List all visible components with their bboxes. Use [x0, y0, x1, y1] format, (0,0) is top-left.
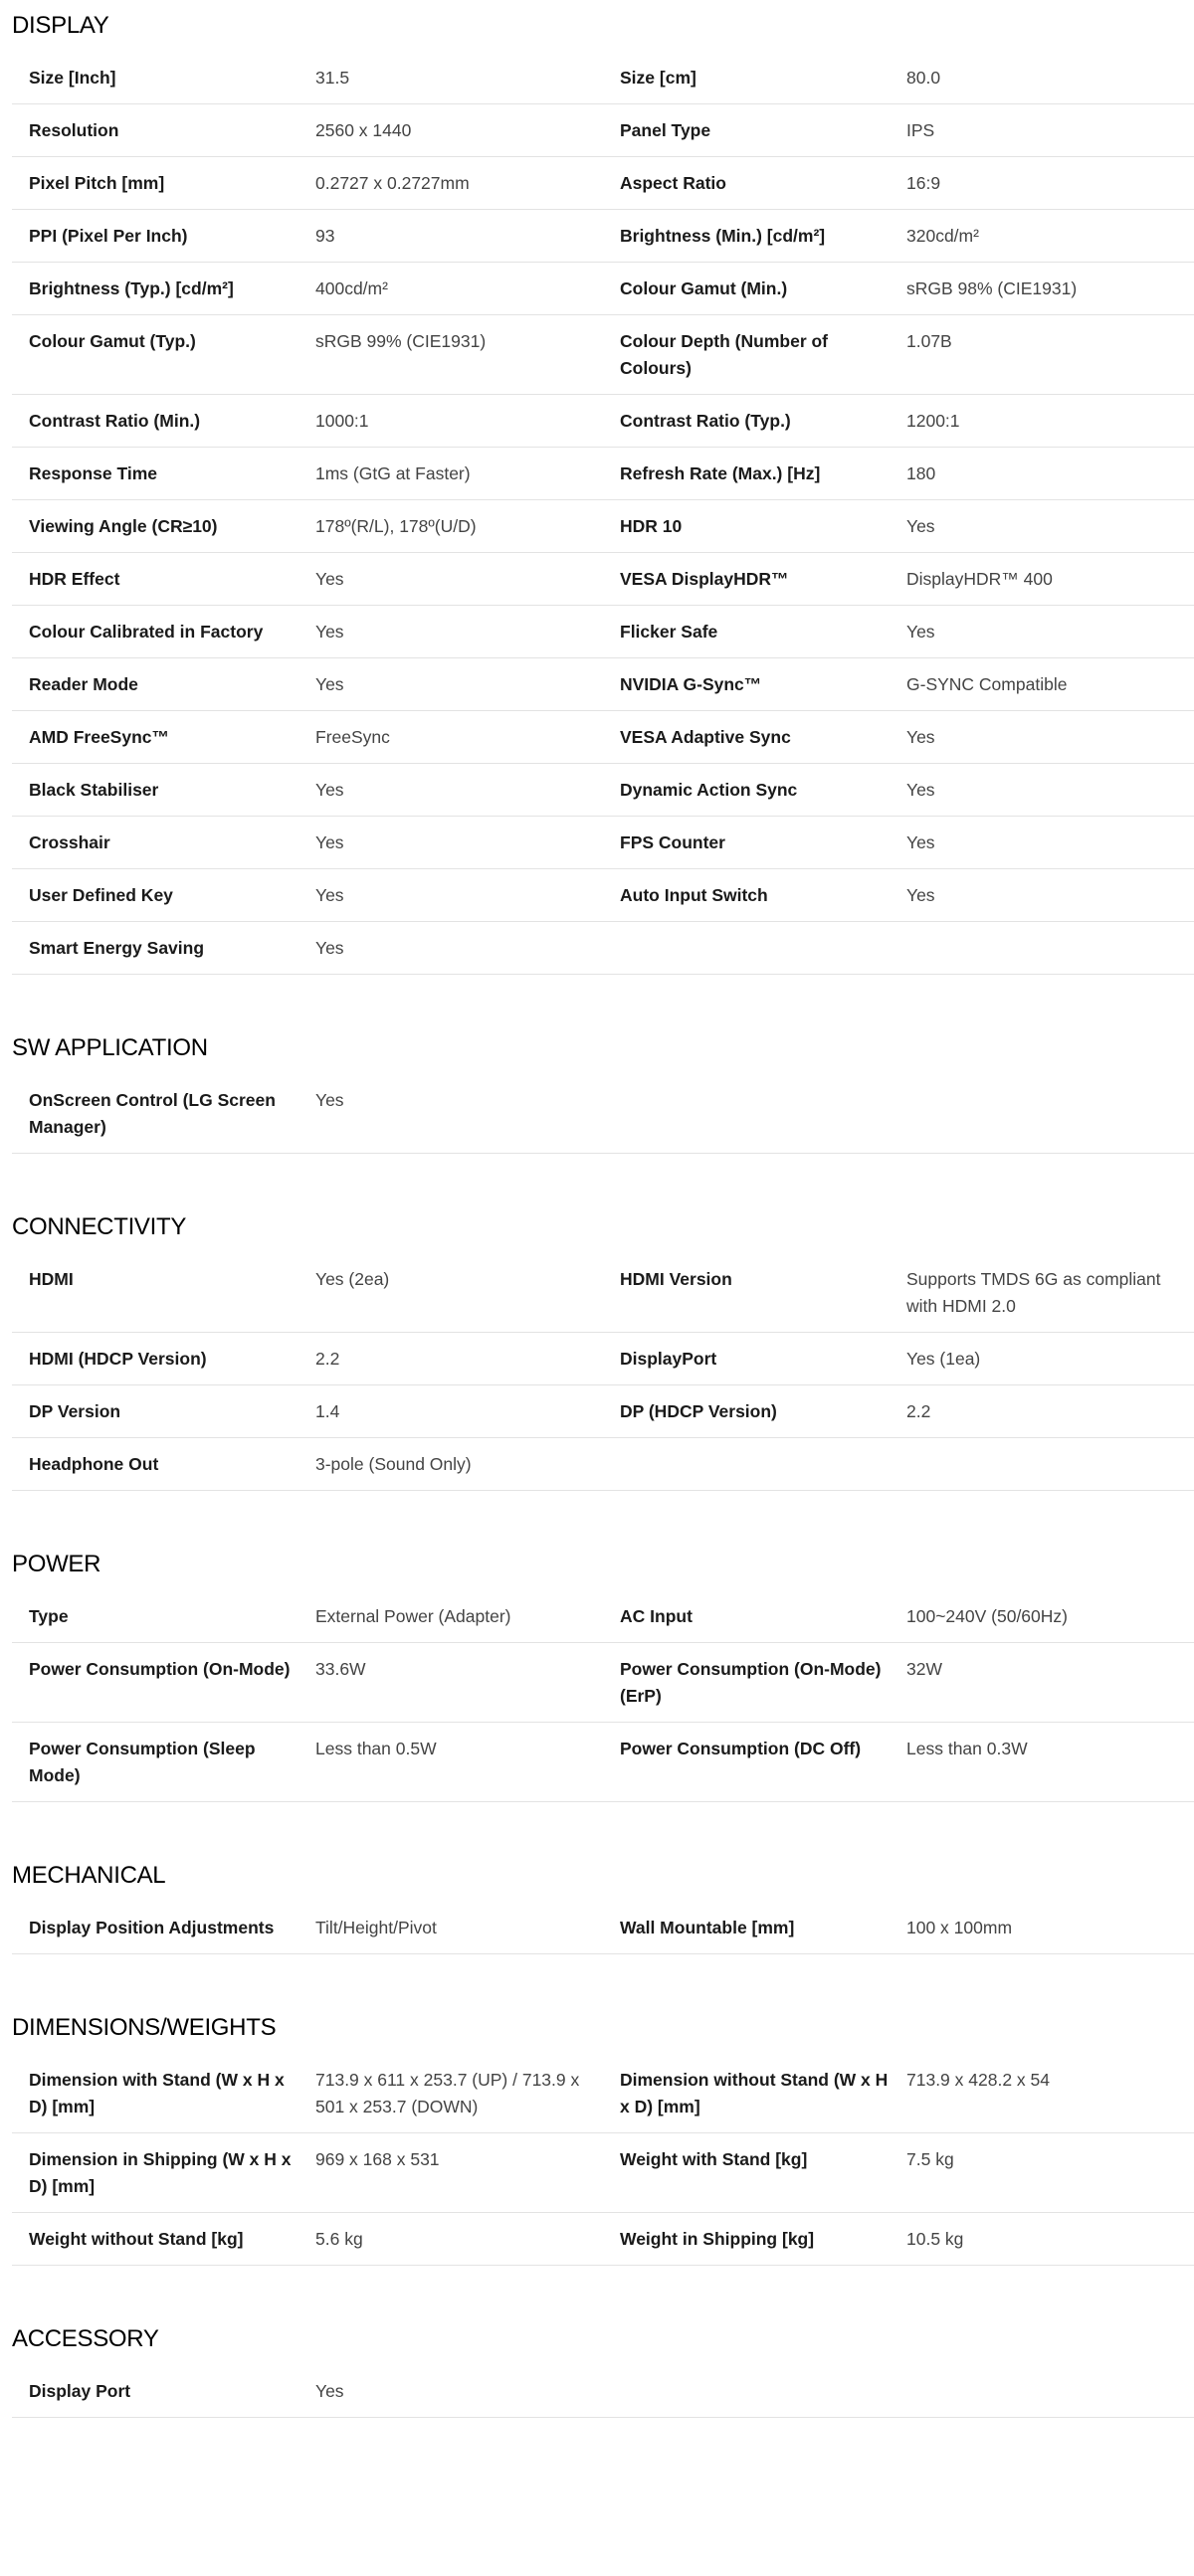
spec-label: OnScreen Control (LG Screen Manager)	[29, 1090, 276, 1137]
spec-value: Less than 0.3W	[906, 1739, 1028, 1758]
spec-table	[12, 1590, 1194, 1802]
section-mechanical	[12, 1850, 1194, 2002]
spec-value: 2.2	[315, 1349, 340, 1369]
spec-row	[12, 263, 1194, 315]
spec-row	[12, 104, 1194, 157]
spec-label: Weight in Shipping [kg]	[620, 2229, 815, 2249]
spec-row	[12, 2365, 1194, 2418]
spec-label: Auto Input Switch	[620, 885, 768, 905]
section-title: CONNECTIVITY	[12, 1213, 187, 1240]
spec-row	[12, 448, 1194, 500]
spec-label: Dimension without Stand (W x H x D) [mm]	[620, 2070, 889, 2116]
section-spacer	[12, 2266, 1194, 2313]
section-dimensions-weights	[12, 2002, 1194, 2313]
spec-value: 33.6W	[315, 1659, 366, 1679]
spec-label: Display Port	[29, 2381, 131, 2401]
spec-value: 1ms (GtG at Faster)	[315, 463, 471, 483]
spec-row	[12, 764, 1194, 817]
spec-label: Wall Mountable [mm]	[620, 1918, 795, 1937]
section-title: DISPLAY	[12, 12, 109, 39]
spec-row	[12, 606, 1194, 658]
spec-row	[12, 395, 1194, 448]
spec-label: Dimension in Shipping (W x H x D) [mm]	[29, 2149, 292, 2196]
spec-value: 1000:1	[315, 411, 369, 431]
spec-label: Dimension with Stand (W x H x D) [mm]	[29, 2070, 285, 2116]
spec-label: Flicker Safe	[620, 622, 718, 642]
spec-label: Refresh Rate (Max.) [Hz]	[620, 463, 821, 483]
spec-label: Brightness (Min.) [cd/m²]	[620, 226, 826, 246]
section-power	[12, 1539, 1194, 1850]
spec-label: Reader Mode	[29, 674, 138, 694]
spec-value: sRGB 99% (CIE1931)	[315, 331, 487, 351]
spec-label: HDMI Version	[620, 1269, 732, 1289]
spec-label: DP (HDCP Version)	[620, 1401, 777, 1421]
spec-label: Size [Inch]	[29, 68, 116, 88]
spec-label: Colour Gamut (Typ.)	[29, 331, 196, 351]
spec-label: User Defined Key	[29, 885, 173, 905]
spec-row	[12, 1253, 1194, 1333]
spec-value: 31.5	[315, 68, 350, 88]
spec-label: HDR 10	[620, 516, 683, 536]
spec-value: 713.9 x 611 x 253.7 (UP) / 713.9 x 501 x 253.7 (DOWN)	[315, 2070, 580, 2116]
spec-row	[12, 210, 1194, 263]
spec-value: 178º(R/L), 178º(U/D)	[315, 516, 477, 536]
spec-label: Pixel Pitch [mm]	[29, 173, 165, 193]
spec-value: 713.9 x 428.2 x 54	[906, 2070, 1050, 2090]
spec-label: Type	[29, 1606, 69, 1626]
spec-label: Headphone Out	[29, 1454, 159, 1474]
spec-value: Yes	[906, 622, 935, 642]
section-spacer	[12, 975, 1194, 1022]
section-spacer	[12, 1491, 1194, 1539]
spec-label: Crosshair	[29, 832, 110, 852]
spec-value: FreeSync	[315, 727, 390, 747]
spec-value: External Power (Adapter)	[315, 1606, 511, 1626]
spec-row	[12, 1385, 1194, 1438]
spec-label: Dynamic Action Sync	[620, 780, 798, 800]
spec-value: Yes	[906, 885, 935, 905]
spec-label: Colour Depth (Number of Colours)	[620, 331, 829, 378]
spec-table	[12, 52, 1194, 975]
spec-label: HDMI (HDCP Version)	[29, 1349, 207, 1369]
spec-value: Yes (2ea)	[315, 1269, 390, 1289]
spec-value: 3-pole (Sound Only)	[315, 1454, 472, 1474]
spec-label: Contrast Ratio (Min.)	[29, 411, 201, 431]
spec-label: HDR Effect	[29, 569, 120, 589]
spec-table	[12, 1902, 1194, 1954]
spec-row	[12, 2213, 1194, 2266]
spec-label: Contrast Ratio (Typ.)	[620, 411, 791, 431]
section-display	[12, 0, 1194, 1022]
spec-value: Yes	[315, 832, 344, 852]
spec-label: Resolution	[29, 120, 119, 140]
section-title: SW APPLICATION	[12, 1034, 208, 1061]
spec-table	[12, 1253, 1194, 1491]
spec-value: 16:9	[906, 173, 941, 193]
spec-value: 93	[315, 226, 335, 246]
spec-label: NVIDIA G-Sync™	[620, 674, 762, 694]
spec-value: Yes	[906, 727, 935, 747]
spec-row	[12, 1643, 1194, 1723]
section-spacer	[12, 1154, 1194, 1201]
spec-label: Panel Type	[620, 120, 711, 140]
spec-value: G-SYNC Compatible	[906, 674, 1068, 694]
spec-row	[12, 553, 1194, 606]
spec-value: IPS	[906, 120, 935, 140]
spec-row	[12, 1438, 1194, 1491]
spec-value: DisplayHDR™ 400	[906, 569, 1053, 589]
spec-label: Aspect Ratio	[620, 173, 726, 193]
spec-label: Viewing Angle (CR≥10)	[29, 516, 218, 536]
spec-label: Response Time	[29, 463, 158, 483]
spec-label: AMD FreeSync™	[29, 727, 170, 747]
spec-value: 100 x 100mm	[906, 1918, 1013, 1937]
spec-label: DP Version	[29, 1401, 121, 1421]
spec-label: Power Consumption (DC Off)	[620, 1739, 862, 1758]
spec-value: 5.6 kg	[315, 2229, 363, 2249]
spec-value: 1.4	[315, 1401, 340, 1421]
section-title: DIMENSIONS/WEIGHTS	[12, 2014, 277, 2041]
spec-value: 7.5 kg	[906, 2149, 954, 2169]
spec-label: FPS Counter	[620, 832, 725, 852]
spec-label: VESA DisplayHDR™	[620, 569, 789, 589]
spec-value: Yes	[315, 674, 344, 694]
spec-value: 0.2727 x 0.2727mm	[315, 173, 470, 193]
spec-label: Colour Gamut (Min.)	[620, 278, 788, 298]
spec-value: Yes	[315, 885, 344, 905]
spec-value: Less than 0.5W	[315, 1739, 437, 1758]
spec-value: 32W	[906, 1659, 942, 1679]
spec-label: DisplayPort	[620, 1349, 717, 1369]
spec-row	[12, 1333, 1194, 1385]
spec-value: Yes	[315, 622, 344, 642]
spec-value: 2.2	[906, 1401, 931, 1421]
spec-row	[12, 2054, 1194, 2133]
spec-label: AC Input	[620, 1606, 693, 1626]
spec-label: Black Stabiliser	[29, 780, 159, 800]
spec-label: Power Consumption (Sleep Mode)	[29, 1739, 256, 1785]
spec-label: Weight with Stand [kg]	[620, 2149, 808, 2169]
spec-row	[12, 922, 1194, 975]
spec-label: PPI (Pixel Per Inch)	[29, 226, 188, 246]
spec-value: 969 x 168 x 531	[315, 2149, 440, 2169]
spec-row	[12, 869, 1194, 922]
spec-label: Brightness (Typ.) [cd/m²]	[29, 278, 234, 298]
spec-value: sRGB 98% (CIE1931)	[906, 278, 1078, 298]
spec-value: 80.0	[906, 68, 941, 88]
section-sw-application	[12, 1022, 1194, 1201]
spec-row	[12, 817, 1194, 869]
spec-row	[12, 1074, 1194, 1154]
spec-table	[12, 2365, 1194, 2418]
spec-label: Power Consumption (On-Mode) (ErP)	[620, 1659, 882, 1706]
spec-label: Display Position Adjustments	[29, 1918, 275, 1937]
spec-label: Weight without Stand [kg]	[29, 2229, 244, 2249]
spec-value: 400cd/m²	[315, 278, 388, 298]
spec-value: Yes	[315, 569, 344, 589]
spec-row	[12, 658, 1194, 711]
spec-label: Size [cm]	[620, 68, 696, 88]
spec-label: VESA Adaptive Sync	[620, 727, 791, 747]
spec-value: Yes	[906, 780, 935, 800]
section-spacer	[12, 1802, 1194, 1850]
spec-value: Yes	[315, 780, 344, 800]
spec-value: 1200:1	[906, 411, 960, 431]
spec-table	[12, 1074, 1194, 1154]
spec-row	[12, 500, 1194, 553]
spec-value: 1.07B	[906, 331, 952, 351]
spec-label: HDMI	[29, 1269, 74, 1289]
spec-value: Supports TMDS 6G as compliant with HDMI 2.0	[906, 1269, 1161, 1316]
spec-value: Yes (1ea)	[906, 1349, 981, 1369]
spec-row	[12, 2133, 1194, 2213]
spec-row	[12, 52, 1194, 104]
spec-table	[12, 2054, 1194, 2266]
spec-label: Colour Calibrated in Factory	[29, 622, 264, 642]
spec-value: Tilt/Height/Pivot	[315, 1918, 437, 1937]
section-title: ACCESSORY	[12, 2325, 159, 2352]
spec-label: Smart Energy Saving	[29, 938, 205, 958]
spec-row	[12, 1590, 1194, 1643]
spec-row	[12, 1902, 1194, 1954]
spec-value: 2560 x 1440	[315, 120, 412, 140]
spec-value: 10.5 kg	[906, 2229, 964, 2249]
section-spacer	[12, 1954, 1194, 2002]
spec-value: 100~240V (50/60Hz)	[906, 1606, 1068, 1626]
spec-label: Power Consumption (On-Mode)	[29, 1659, 291, 1679]
spec-value: Yes	[315, 2381, 344, 2401]
spec-row	[12, 1723, 1194, 1802]
spec-value: 320cd/m²	[906, 226, 979, 246]
section-accessory	[12, 2313, 1194, 2418]
spec-value: Yes	[315, 1090, 344, 1110]
spec-value: Yes	[906, 516, 935, 536]
spec-value: 180	[906, 463, 936, 483]
spec-row	[12, 711, 1194, 764]
spec-row	[12, 315, 1194, 395]
spec-value: Yes	[315, 938, 344, 958]
section-connectivity	[12, 1201, 1194, 1539]
section-title: MECHANICAL	[12, 1862, 166, 1889]
section-title: POWER	[12, 1551, 101, 1577]
spec-value: Yes	[906, 832, 935, 852]
spec-row	[12, 157, 1194, 210]
